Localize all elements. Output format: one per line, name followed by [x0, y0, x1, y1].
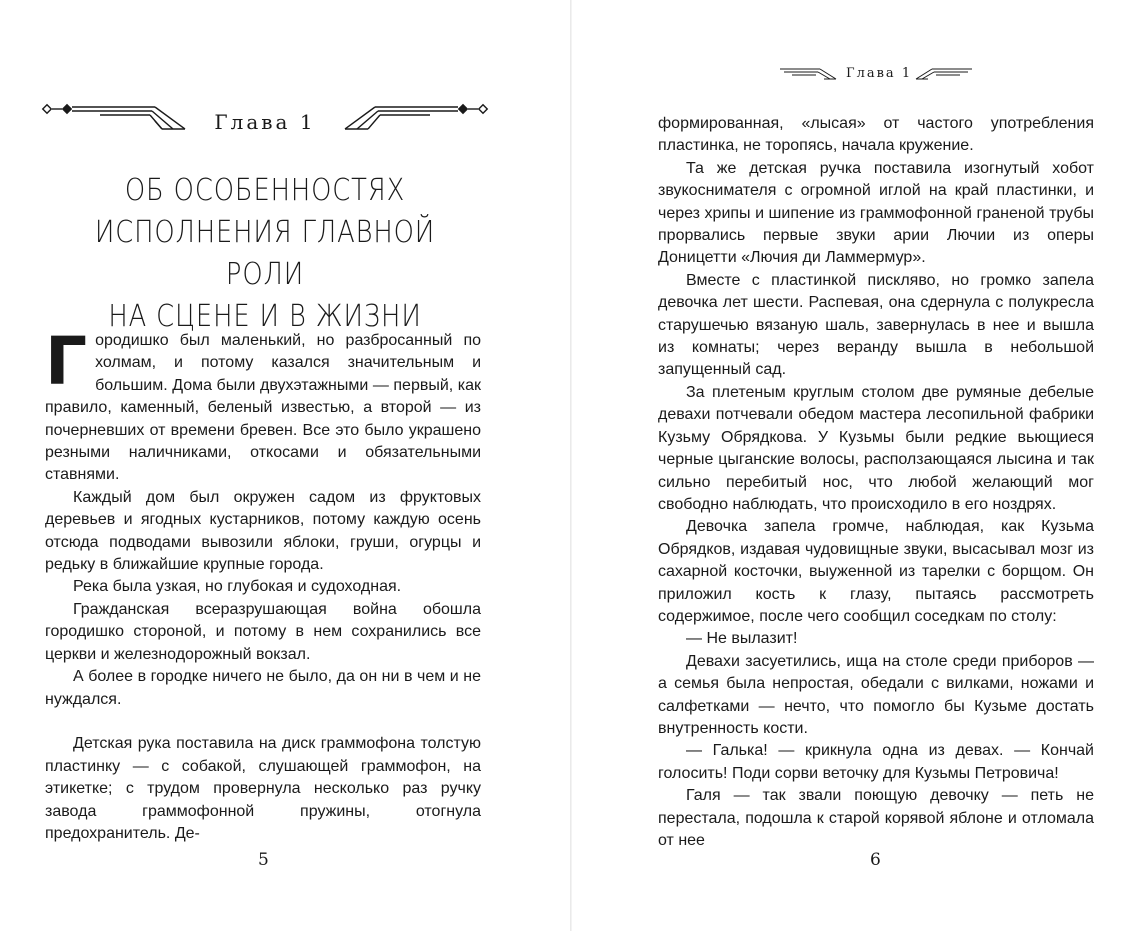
chapter-ornament-right [340, 96, 490, 136]
page-number: 5 [258, 850, 269, 870]
paragraph: — Галька! — крикнула одна из девах. — Кончай голосить! Поди сорви веточку для Кузьмы Петровича! [658, 742, 1094, 782]
title-line-1: ОБ ОСОБЕННОСТЯХ [124, 173, 406, 208]
paragraph: формированная, «лысая» от частого употребления пластинка, не торопясь, начала кружение. [658, 115, 1094, 155]
left-body-text [45, 323, 481, 845]
section-break [45, 711, 481, 733]
chapter-label: Глава 1 [214, 110, 316, 134]
running-head: Глава 1 [846, 66, 913, 81]
paragraph [45, 323, 481, 487]
paragraph: — Не вылазит! [686, 630, 798, 648]
paragraph: Детская рука поставила на диск граммофона толстую пластинку — с собакой, слушающей граммофон, на этикетке; с трудом провернула несколько раз ручку завода граммофонной пружины, отогнула предохранитель. Де- [45, 735, 481, 842]
title-line-3: НА СЦЕНЕ И В ЖИЗНИ [108, 299, 422, 334]
chapter-ornament-left [40, 96, 190, 136]
paragraph: Река была узкая, но глубокая и судоходная. [73, 578, 402, 596]
drop-cap: Г [45, 323, 88, 400]
paragraph: Девочка запела громче, наблюдая, как Кузьма Обрядков, издавая чудовищные звуки, высасывал мозг из сахарной косточки, выуженной из тарелки с борщом. Он приложил кость к глазу, пытаясь рассмотреть содержимое, после чего сообщил соседкам по столу: [658, 518, 1094, 625]
paragraph: А более в городке ничего не было, да он ни в чем и не нуждался. [45, 668, 481, 708]
paragraph: Девахи засуетились, ища на столе среди приборов — а семья была непростая, обедали с вилками, ножами и салфетками — нечто, что помогло бы Кузьме достать внутренность кости. [658, 652, 1094, 737]
paragraph: Вместе с пластинкой пискляво, но громко запела девочка лет шести. Распевая, она сдернула с полукресла старушечью вязаную шаль, завернулась в нее и вышла из комнаты; через веранду вышла в небольшой запущенный сад. [658, 271, 1094, 379]
paragraph: За плетеным круглым столом две румяные дебелые девахи потчевали обедом мастера лесопильной фабрики Кузьму Обрядкова. У Кузьмы были редкие вьющиеся черные цыганские волосы, расползающаяся лысина и так сильно перебитый нос, что любой желающий мог свободно наблюдать, что происходило в его ноздрях. [658, 383, 1094, 513]
left-page [0, 0, 572, 931]
title-line-2: ИСПОЛНЕНИЯ ГЛАВНОЙ РОЛИ [94, 215, 436, 292]
page-number: 6 [870, 850, 881, 870]
paragraph-text: ородишко был маленький, но разбросанный по холмам, и потому казался значительным и большим. Дома были двухэтажными — первый, как правило, каменный, беленый известью, а второй — из почерневших от времени бревен. Все это было украшено резными наличниками, откосами и обязательными ставнями. [45, 332, 481, 484]
paragraph: Та же детская ручка поставила изогнутый хобот звукоснимателя с огромной иглой на край пластинки, и через хрипы и шипение из граммофонной граненой трубы прорвались первые звуки арии Лючии из оперы Доницетти «Лючия ди Ламмермур». [658, 159, 1094, 267]
paragraph: Каждый дом был окружен садом из фруктовых деревьев и ягодных кустарников, потому каждую осень отсюда подводами вывозили яблоки, груши, огурцы и редьку в ближайшие крупные города. [45, 488, 481, 574]
right-body-text [658, 113, 1094, 852]
paragraph: Гражданская всеразрушающая война обошла городишко стороной, и потому в нем сохранились все церкви и железнодорожный вокзал. [45, 600, 481, 663]
chapter-title [72, 170, 459, 338]
running-head-ornament-right [912, 66, 974, 82]
paragraph: Галя — так звали поющую девочку — петь не перестала, подошла к старой корявой яблоне и отломала от нее [658, 787, 1094, 849]
running-head-ornament-left [778, 66, 840, 82]
